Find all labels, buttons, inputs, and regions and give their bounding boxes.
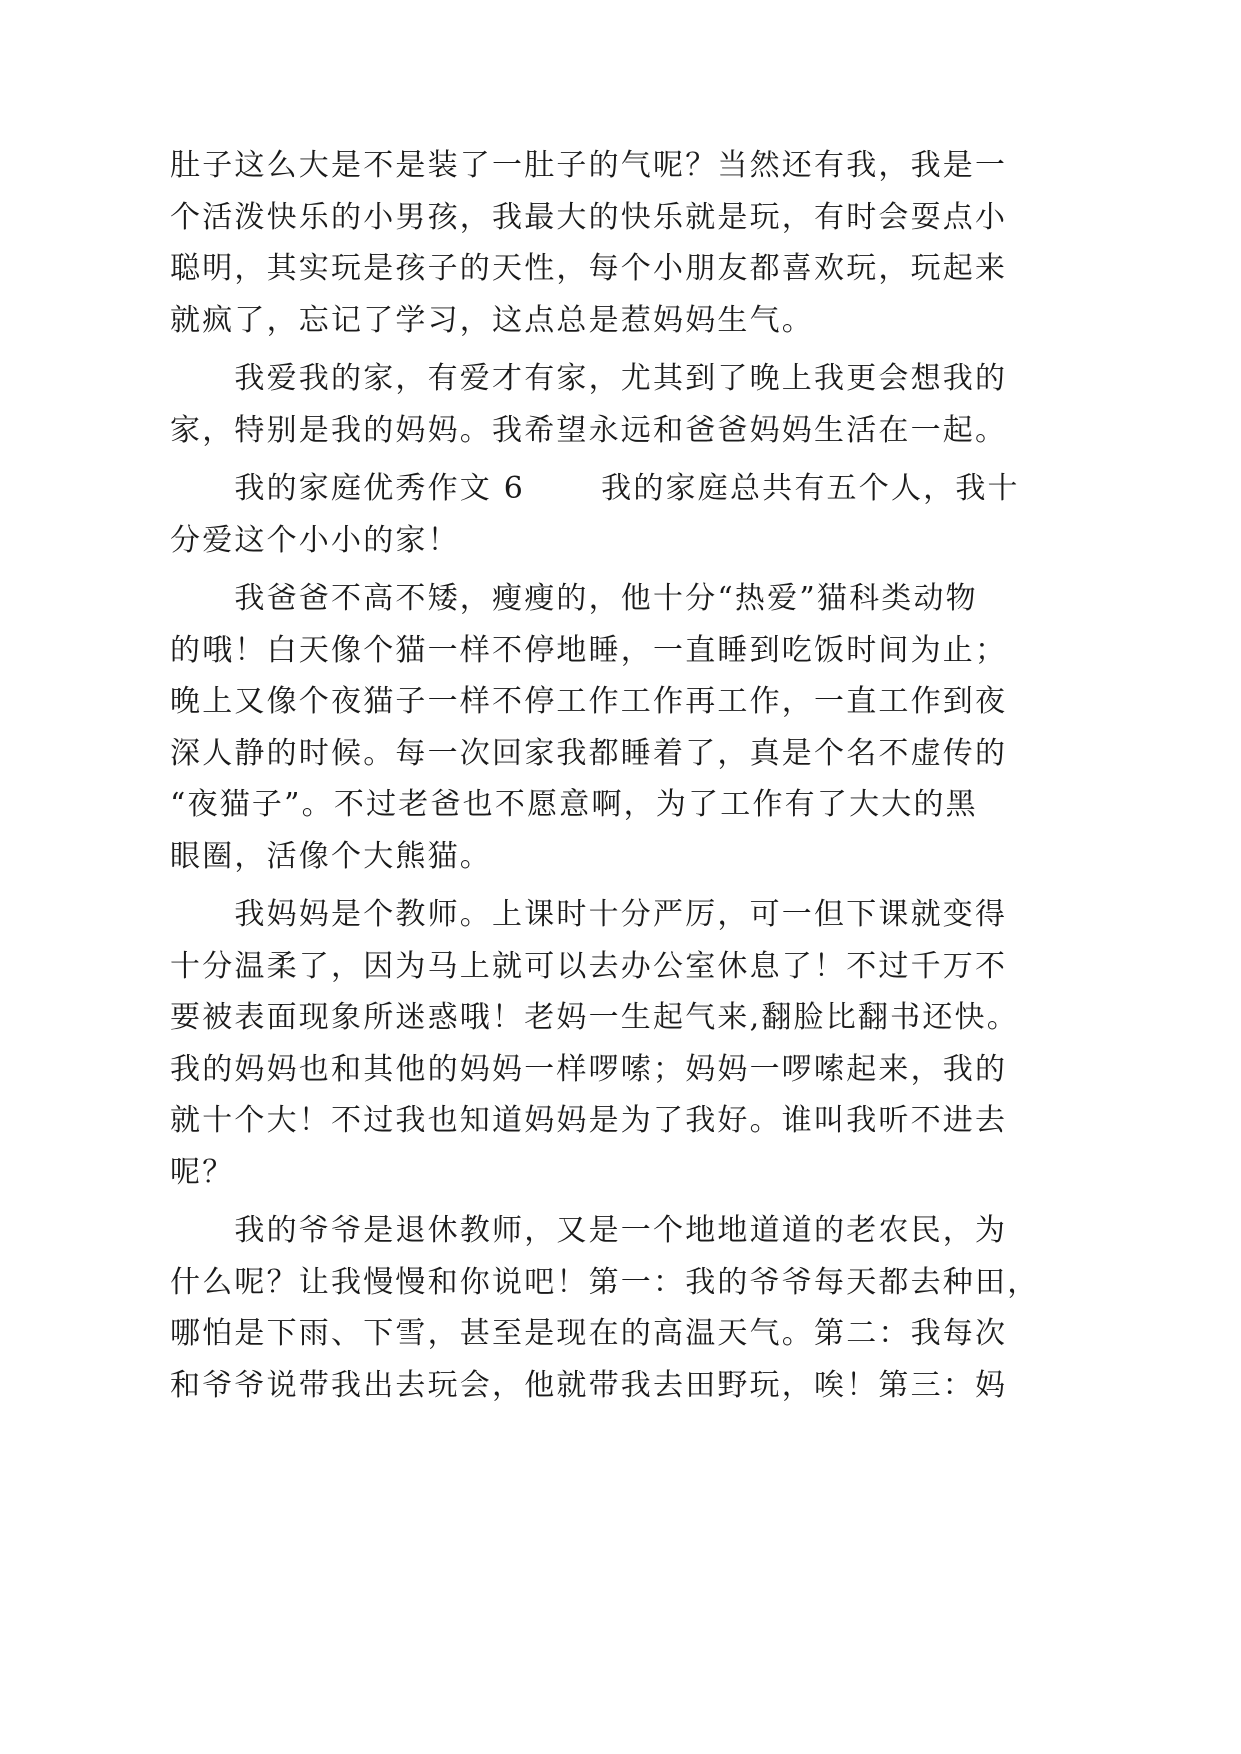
essay-body (170, 140, 1040, 1411)
text-line: 我的爷爷是退休教师，又是一个地地道道的老农民，为 (170, 1213, 1008, 1248)
text-line: 深人静的时候。每一次回家我都睡着了，真是个名不虚传的 (170, 735, 1008, 771)
text-line: 什么呢？让我慢慢和你说吧！第一：我的爷爷每天都去种田， (170, 1264, 1040, 1300)
text-line: 的哦！白天像个猫一样不停地睡，一直睡到吃饭时间为止； (170, 632, 1008, 668)
text-line: 十分温柔了，因为马上就可以去办公室休息了！不过千万不 (170, 948, 1008, 984)
text-line: 家，特别是我的妈妈。我希望永远和爸爸妈妈生活在一起。 (170, 412, 1008, 448)
text-line: 我的家庭优秀作文 6 我的家庭总共有五个人，我十 (170, 471, 1020, 506)
text-line: 我妈妈是个教师。上课时十分严厉，可一但下课就变得 (170, 897, 1008, 932)
paragraph (170, 463, 1020, 566)
text-line: 要被表面现象所迷惑哦！老妈一生起气来,翻脸比翻书还快。 (170, 1000, 1019, 1035)
text-line: 个活泼快乐的小男孩，我最大的快乐就是玩，有时会耍点小 (170, 199, 1008, 235)
text-line: 聪明，其实玩是孩子的天性，每个小朋友都喜欢玩，玩起来 (170, 251, 1008, 286)
text-line: “夜猫子”。不过老爸也不愿意啊，为了工作有了大大的黑 (170, 787, 978, 822)
text-line: 我的妈妈也和其他的妈妈一样啰嗦；妈妈一啰嗦起来，我的 (170, 1051, 1008, 1087)
text-line: 就疯了，忘记了学习，这点总是惹妈妈生气。 (170, 302, 814, 338)
text-line: 眼圈，活像个大熊猫。 (170, 838, 492, 874)
text-line: 就十个大！不过我也知道妈妈是为了我好。谁叫我听不进去 (170, 1103, 1008, 1138)
paragraph-gap (170, 566, 960, 573)
text-line: 晚上又像个夜猫子一样不停工作工作再工作，一直工作到夜 (170, 684, 1008, 719)
paragraph-gap (170, 456, 960, 463)
paragraph (170, 889, 1019, 1198)
paragraph (170, 573, 1008, 882)
text-line: 呢？ (170, 1154, 235, 1190)
text-line: 肚子这么大是不是装了一肚子的气呢？当然还有我，我是一 (170, 148, 1008, 183)
paragraph-gap (170, 346, 960, 353)
paragraph-gap (170, 1198, 960, 1205)
text-line: 我爱我的家，有爱才有家，尤其到了晚上我更会想我的 (170, 361, 1008, 396)
paragraph (170, 353, 1008, 456)
text-line: 我爸爸不高不矮，瘦瘦的，他十分“热爱”猫科类动物 (170, 581, 978, 616)
text-line: 哪怕是下雨、下雪，甚至是现在的高温天气。第二：我每次 (170, 1316, 1008, 1351)
paragraph-gap (170, 882, 960, 889)
paragraph (170, 1205, 1040, 1411)
paragraph (170, 140, 1008, 346)
text-line: 分爱这个小小的家！ (170, 522, 460, 558)
text-line: 和爷爷说带我出去玩会，他就带我去田野玩，唉！第三：妈 (170, 1367, 1008, 1403)
